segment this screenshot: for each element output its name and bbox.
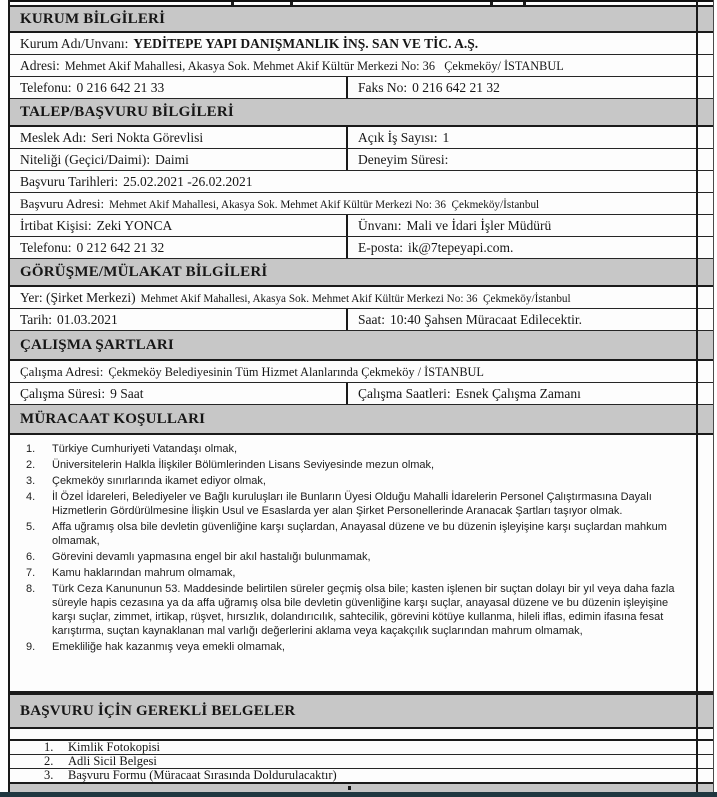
cropped-row-bottom: [10, 784, 713, 792]
row-meslek-adi: [10, 127, 713, 149]
list-item: [10, 566, 713, 580]
field-acik-is-sayisi: [348, 127, 713, 148]
job-posting-document: [8, 0, 714, 792]
item-text: Türk Ceza Kanununun 53. Maddesinde belirtilen süreler geçmiş olsa bile; kasten işlenen bir suçtan dolayı bir yıl veya daha fazla süreyle hapis cezasına ya da affa uğramış olsa bile devletin güvenliğine karşı suçlar, anayasal düzene ve bu düzenin işleyişine karşı suçlar, zimmet, irtikap, rüşvet, hırsızlık, dolandırıcılık, sahtecilik, görevini kötüye kullanma, hileli iflas, edimin ifasına fesat karıştırma, suçtan kaynaklanan mal varlığı değerlerini aklama veya kaçakçılık suçlarından mahrum olmamak,: [52, 583, 675, 637]
field-label: Ünvanı:: [358, 217, 402, 233]
row-yer: [10, 287, 713, 309]
text-remnant-mark: [348, 786, 351, 790]
item-text: Türkiye Cumhuriyeti Vatandaşı olmak,: [52, 443, 238, 455]
row-telefonu-faks: [10, 77, 713, 99]
field-label: Telefonu:: [20, 239, 72, 255]
field-label: Başvuru Adresi:: [20, 195, 105, 211]
field-telefonu-2: [10, 237, 348, 258]
row-calisma-suresi-saatleri: [10, 383, 713, 405]
item-text: İl Özel İdareleri, Belediyeler ve Bağlı kuruluşları ile Bunların Üyesi Olduğu Mahalli İdarelerin Personel Çalıştırmasına Dayalı Hizmetlerin Gördürülmesine İlişkin Usul ve Esaslarda yer alan Şirket Personellerinde Aranacak Şartları taşıyor olmak.: [52, 491, 652, 517]
field-value: 1: [442, 129, 450, 145]
field-value: 0 216 642 21 33: [76, 79, 165, 95]
section-header-kurum-bilgileri: [10, 7, 713, 33]
field-label: Kurum Adı/Unvanı:: [20, 35, 129, 51]
field-value: Mehmet Akif Mahallesi, Akasya Sok. Mehmet Akif Kültür Merkezi No: 36 Çekmeköy/İstanbul: [109, 198, 540, 211]
row-irtibat-unvan: [10, 215, 713, 237]
item-text: Çekmeköy sınırlarında ikamet ediyor olmak,: [52, 475, 266, 487]
item-text: Emekliliğe hak kazanmış veya emekli olmamak,: [52, 641, 285, 653]
field-label: E-posta:: [358, 239, 403, 255]
section-title: KURUM BİLGİLERİ: [20, 10, 166, 27]
field-label: Başvuru Tarihleri:: [20, 173, 119, 189]
row-telefonu-eposta: [10, 237, 713, 259]
field-calisma-saatleri: [348, 383, 713, 404]
field-value: Daimi: [155, 151, 189, 167]
field-value: 01.03.2021: [57, 311, 118, 327]
field-yer: [10, 290, 713, 306]
item-number: 2.: [26, 459, 36, 471]
text-remnant-mark: [523, 2, 526, 6]
field-label: Tarih:: [20, 311, 53, 327]
cropped-row-top: [10, 0, 713, 7]
field-value: 25.02.2021 -26.02.2021: [123, 173, 253, 189]
item-text: Başvuru Formu (Müracaat Sırasında Doldurulacaktır): [68, 768, 337, 782]
field-value: 10:40 Şahsen Müracaat Edilecektir.: [390, 311, 582, 327]
field-basvuru-tarihleri: [10, 174, 713, 190]
field-value: Çekmeköy Belediyesinin Tüm Hizmet Alanlarında Çekmeköy / İSTANBUL: [108, 364, 484, 379]
item-text: Kimlik Fotokopisi: [68, 740, 161, 754]
field-tarih: [10, 309, 348, 330]
field-label: Faks No:: [358, 79, 408, 95]
item-number: 1.: [44, 740, 54, 754]
item-number: 9.: [26, 641, 36, 653]
item-number: 4.: [26, 491, 36, 503]
item-number: 3.: [26, 475, 36, 487]
field-faks-no: [348, 77, 713, 98]
field-label: Deneyim Süresi:: [358, 151, 449, 167]
bottom-dark-bar: [0, 792, 717, 797]
row-kurum-adi: [10, 33, 713, 55]
application-conditions-list: [10, 435, 713, 693]
document-item: [10, 769, 713, 784]
field-calisma-suresi: [10, 383, 348, 404]
field-value: 0 212 642 21 32: [76, 239, 165, 255]
field-calisma-adresi: [10, 364, 713, 380]
text-remnant-mark: [231, 2, 234, 6]
field-adresi: [10, 58, 713, 74]
item-text: Adli Sicil Belgesi: [68, 754, 157, 768]
list-item: [10, 550, 713, 564]
section-title: GÖRÜŞME/MÜLAKAT BİLGİLERİ: [20, 263, 268, 280]
document-item: [10, 755, 713, 769]
list-item: [10, 582, 713, 638]
section-header-calisma-sartlari: [10, 331, 713, 361]
field-value: 0 216 642 21 32: [412, 79, 500, 95]
list-item: [10, 442, 713, 456]
field-telefonu: [10, 77, 348, 98]
field-meslek-adi: [10, 127, 348, 148]
field-value: Esnek Çalışma Zamanı: [455, 385, 581, 401]
list-item: [10, 490, 713, 518]
item-text: Affa uğramış olsa bile devletin güvenliğine karşı suçlardan, Anayasal düzene ve bu düzenin işleyişine karşı suçlardan mahkum olmamak,: [52, 521, 667, 547]
item-text: Üniversitelerin Halkla İlişkiler Bölümlerinden Lisans Seviyesinde mezun olmak,: [52, 459, 435, 471]
field-value: YEDİTEPE YAPI DANIŞMANLIK İNŞ. SAN VE TİC. A.Ş.: [133, 35, 479, 51]
row-tarih-saat: [10, 309, 713, 331]
section-title: MÜRACAAT KOŞULLARI: [20, 410, 206, 427]
item-number: 5.: [26, 521, 36, 533]
list-item: [10, 520, 713, 548]
field-unvani: [348, 215, 713, 236]
field-label: Adresi:: [20, 57, 60, 73]
field-irtibat-kisisi: [10, 215, 348, 236]
text-remnant-mark: [290, 2, 293, 6]
item-number: 2.: [44, 754, 54, 768]
field-label: Çalışma Süresi:: [20, 385, 106, 401]
list-item: [10, 474, 713, 488]
section-header-gerekli-belgeler: [10, 693, 713, 729]
field-saat: [348, 309, 713, 330]
field-label: Yer: (Şirket Merkezi): [20, 289, 136, 305]
section-header-muracaat-kosullari: [10, 405, 713, 435]
field-value: ik@7tepeyapi.com.: [408, 239, 514, 255]
row-niteligi: [10, 149, 713, 171]
section-header-talep-basvuru: [10, 99, 713, 127]
section-header-gorusme-mulakat: [10, 259, 713, 287]
list-item: [10, 458, 713, 472]
field-eposta: [348, 237, 713, 258]
right-margin-rule: [696, 0, 698, 792]
section-title: TALEP/BAŞVURU BİLGİLERİ: [20, 103, 234, 120]
field-value: Mali ve İdari İşler Müdürü: [406, 217, 552, 233]
text-remnant-mark: [490, 2, 493, 6]
field-kurum-adi: [10, 36, 713, 52]
field-label: Açık İş Sayısı:: [358, 129, 438, 145]
row-calisma-adresi: [10, 361, 713, 383]
field-label: Çalışma Saatleri:: [358, 385, 451, 401]
row-basvuru-adresi: [10, 193, 713, 215]
field-value: Seri Nokta Görevlisi: [91, 129, 204, 145]
field-label: Çalışma Adresi:: [20, 363, 104, 379]
field-label: Telefonu:: [20, 79, 72, 95]
section-title: BAŞVURU İÇİN GEREKLİ BELGELER: [20, 702, 296, 719]
item-number: 7.: [26, 567, 36, 579]
item-number: 8.: [26, 583, 36, 595]
item-number: 3.: [44, 768, 54, 782]
field-label: Meslek Adı:: [20, 129, 87, 145]
field-deneyim-suresi: [348, 149, 713, 170]
section-title: ÇALIŞMA ŞARTLARI: [20, 336, 174, 353]
item-number: 1.: [26, 443, 36, 455]
item-number: 6.: [26, 551, 36, 563]
document-item: [10, 741, 713, 755]
field-value: 9 Saat: [110, 385, 144, 401]
field-niteligi: [10, 149, 348, 170]
field-label: Niteliği (Geçici/Daimi):: [20, 151, 151, 167]
list-item: [10, 640, 713, 654]
field-label: İrtibat Kişisi:: [20, 217, 92, 233]
field-value: Mehmet Akif Mahallesi, Akasya Sok. Mehmet Akif Kültür Merkezi No: 36 Çekmeköy/İstanbul: [140, 292, 571, 305]
item-text: Görevini devamlı yapmasına engel bir akıl hastalığı bulunmamak,: [52, 551, 371, 563]
field-basvuru-adresi: [10, 196, 713, 212]
row-adresi: [10, 55, 713, 77]
row-basvuru-tarihleri: [10, 171, 713, 193]
field-value: Zeki YONCA: [96, 217, 173, 233]
item-text: Kamu haklarından mahrum olmamak,: [52, 567, 236, 579]
field-value: Mehmet Akif Mahallesi, Akasya Sok. Mehmet Akif Kültür Merkezi No: 36 Çekmeköy/ İSTANBUL: [64, 58, 564, 73]
field-label: Saat:: [358, 311, 385, 327]
